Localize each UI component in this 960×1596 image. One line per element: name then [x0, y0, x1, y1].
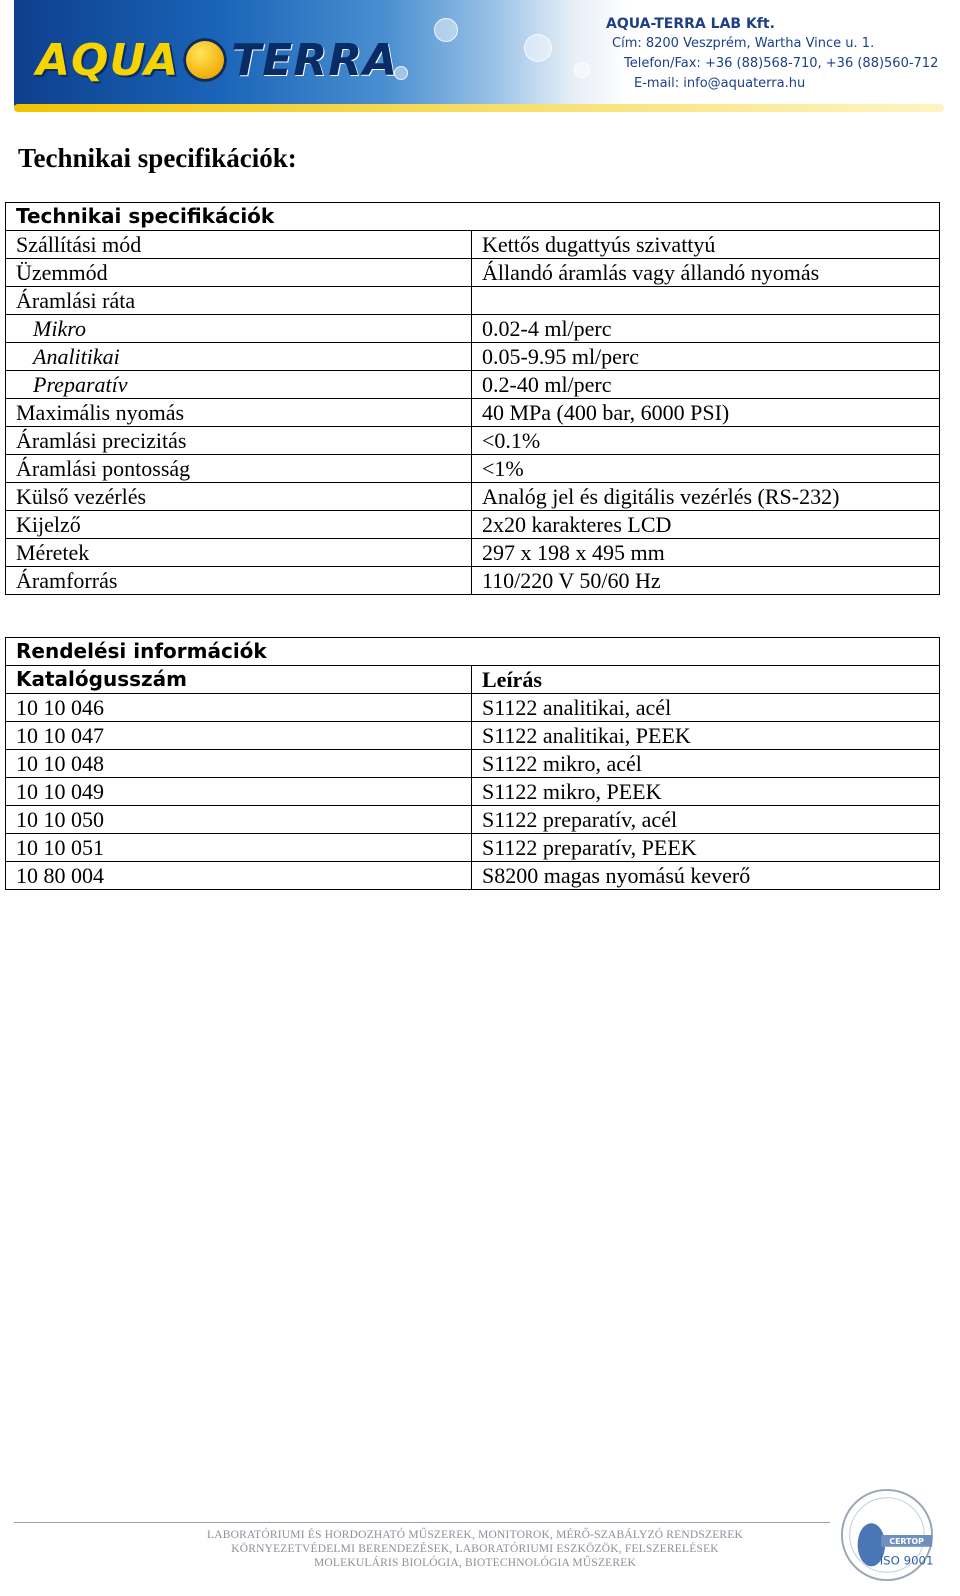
spec-label: Maximális nyomás: [6, 399, 472, 427]
catalog-number: 10 10 046: [6, 694, 472, 722]
spec-label: Áramforrás: [6, 567, 472, 595]
product-description: S1122 mikro, acél: [472, 750, 940, 778]
logo-text-aqua: AQUA: [36, 34, 180, 86]
spec-value: 40 MPa (400 bar, 6000 PSI): [472, 399, 940, 427]
spec-label: Mikro: [6, 315, 472, 343]
footer-line-1: LABORATÓRIUMI ÉS HORDOZHATÓ MŰSZEREK, MONITOROK, MÉRŐ-SZABÁLYZÓ RENDSZEREK: [206, 1529, 744, 1541]
table-header-row: [6, 666, 940, 694]
table-row: [6, 862, 940, 890]
spec-value: <0.1%: [472, 427, 940, 455]
logo-text-terra: TERRA: [231, 34, 399, 86]
product-description: S1122 preparatív, acél: [472, 806, 940, 834]
spec-label: Áramlási precizitás: [6, 427, 472, 455]
table-row: [6, 722, 940, 750]
catalog-number: 10 10 047: [6, 722, 472, 750]
table-heading-row: [6, 638, 940, 666]
spec-value: Kettős dugattyús szivattyú: [472, 231, 940, 259]
iso-certificate-seal: [838, 1486, 936, 1584]
table-row: [6, 231, 940, 259]
spec-label: Preparatív: [6, 371, 472, 399]
catalog-number: 10 10 051: [6, 834, 472, 862]
ordering-info-table: [5, 637, 940, 890]
spec-label: Analitikai: [6, 343, 472, 371]
column-header-catalog: Katalógusszám: [6, 666, 472, 694]
table-row: [6, 371, 940, 399]
table-row: [6, 427, 940, 455]
table-row: [6, 315, 940, 343]
table-row: [6, 806, 940, 834]
product-description: S1122 analitikai, acél: [472, 694, 940, 722]
table-row: [6, 539, 940, 567]
table-row: [6, 399, 940, 427]
table-row: [6, 259, 940, 287]
spec-label: Kijelző: [6, 511, 472, 539]
company-info: [606, 14, 946, 94]
catalog-number: 10 10 050: [6, 806, 472, 834]
company-address: Cím: 8200 Veszprém, Wartha Vince u. 1.: [612, 36, 875, 51]
bubble-decoration: [524, 34, 552, 62]
product-description: S8200 magas nyomású keverő: [472, 862, 940, 890]
spec-label: Külső vezérlés: [6, 483, 472, 511]
table-row: [6, 287, 940, 315]
catalog-number: 10 10 048: [6, 750, 472, 778]
footer-line-2: KÖRNYEZETVÉDELMI BERENDEZÉSEK, LABORATÓRIUMI ESZKÖZÖK, FELSZERELÉSEK: [231, 1543, 719, 1555]
spec-value: 110/220 V 50/60 Hz: [472, 567, 940, 595]
spec-value: Állandó áramlás vagy állandó nyomás: [472, 259, 940, 287]
spec-value: 0.2-40 ml/perc: [472, 371, 940, 399]
table-heading-row: [6, 203, 940, 231]
spec-label: Áramlási pontosság: [6, 455, 472, 483]
spec-label: Szállítási mód: [6, 231, 472, 259]
table-row: [6, 343, 940, 371]
company-name: AQUA-TERRA LAB Kft.: [606, 16, 775, 32]
cert-brand: CERTOP: [889, 1536, 924, 1546]
column-header-description: Leírás: [472, 666, 940, 694]
company-phone-fax: Telefon/Fax: +36 (88)568-710, +36 (88)560-712: [624, 56, 939, 71]
order-table-heading: Rendelési információk: [6, 638, 940, 666]
catalog-number: 10 10 049: [6, 778, 472, 806]
spec-value: 2x20 karakteres LCD: [472, 511, 940, 539]
footer-text: [150, 1528, 800, 1570]
table-row: [6, 483, 940, 511]
technical-spec-table: [5, 202, 940, 595]
company-email: E-mail: info@aquaterra.hu: [634, 76, 806, 91]
table-row: [6, 511, 940, 539]
aqua-terra-logo: [36, 30, 398, 90]
table-row: [6, 778, 940, 806]
footer-divider: [14, 1522, 830, 1523]
page-title: Technikai specifikációk:: [18, 143, 297, 173]
tech-table-heading: Technikai specifikációk: [6, 203, 940, 231]
table-row: [6, 567, 940, 595]
spec-value: Analóg jel és digitális vezérlés (RS-232): [472, 483, 940, 511]
table-row: [6, 750, 940, 778]
cert-standard: ISO 9001: [879, 1553, 934, 1568]
banner-stripe: [14, 104, 944, 112]
footer-line-3: MOLEKULÁRIS BIOLÓGIA, BIOTECHNOLÓGIA MŰSZEREK: [313, 1557, 637, 1569]
product-description: S1122 analitikai, PEEK: [472, 722, 940, 750]
spec-value: 0.05-9.95 ml/perc: [472, 343, 940, 371]
table-row: [6, 455, 940, 483]
spec-value: 0.02-4 ml/perc: [472, 315, 940, 343]
bubble-decoration: [574, 62, 590, 78]
spec-value: <1%: [472, 455, 940, 483]
logo-wave-icon: [183, 38, 227, 82]
table-row: [6, 694, 940, 722]
bubble-decoration: [434, 18, 458, 42]
spec-value: [472, 287, 940, 315]
spec-value: 297 x 198 x 495 mm: [472, 539, 940, 567]
catalog-number: 10 80 004: [6, 862, 472, 890]
spec-label: Üzemmód: [6, 259, 472, 287]
spec-label: Méretek: [6, 539, 472, 567]
product-description: S1122 preparatív, PEEK: [472, 834, 940, 862]
product-description: S1122 mikro, PEEK: [472, 778, 940, 806]
spec-label: Áramlási ráta: [6, 287, 472, 315]
table-row: [6, 834, 940, 862]
